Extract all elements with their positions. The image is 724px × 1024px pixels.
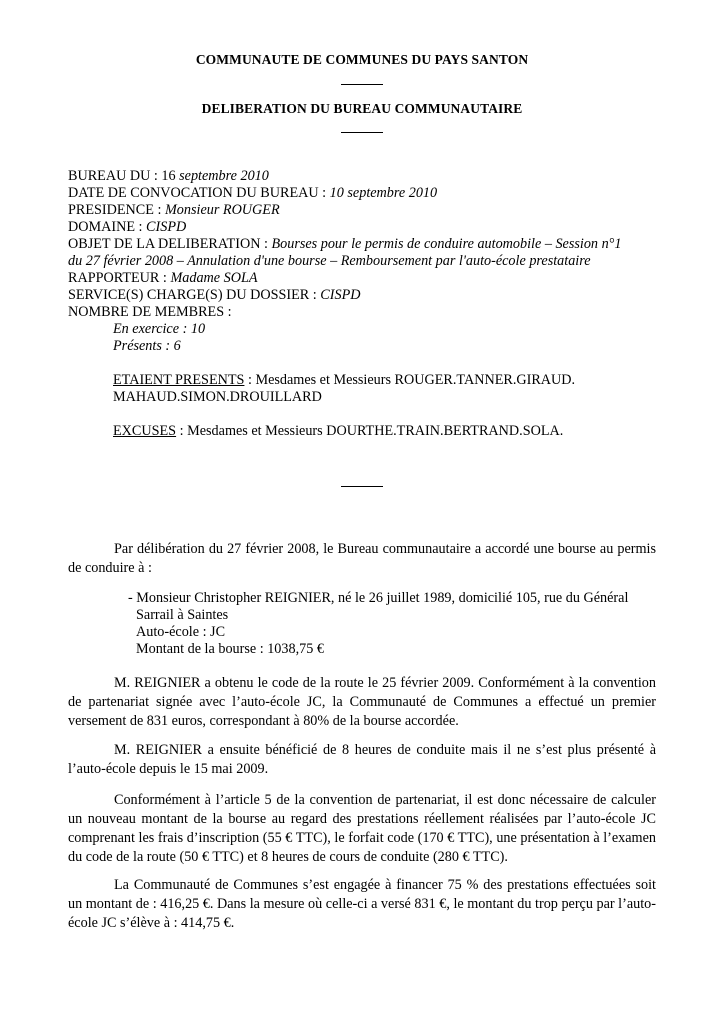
paragraph-5-text: La Communauté de Communes s’est engagée à financer 75 % des prestations effectuées soit un montant de : 416,25 €. Dans la mesure où celle-ci a versé 831 €, le montant du trop perçu par l’auto-école JC s’élève à : 414,75 €. [68, 877, 656, 931]
paragraph-1-text: Par délibération du 27 février 2008, le Bureau communautaire a accordé une bourse au permis de conduire à : [68, 541, 656, 576]
excuses-label: EXCUSES [113, 423, 177, 439]
excuses-line [113, 423, 563, 440]
beneficiary-line-2: Sarrail à Saintes [136, 607, 229, 623]
convocation-line [68, 185, 437, 202]
rapporteur-label: RAPPORTEUR : [68, 270, 171, 286]
paragraph-3 [68, 741, 656, 779]
paragraph-5 [68, 876, 656, 933]
beneficiary-line-1: - Monsieur Christopher REIGNIER, né le 26 juillet 1989, domicilié 105, rue du Général [128, 590, 629, 606]
presidence-line [68, 202, 280, 219]
presents-names-1: : Mesdames et Messieurs ROUGER.TANNER.GIRAUD. [244, 372, 576, 388]
presidence-value: Monsieur ROUGER [164, 202, 280, 218]
service-value: CISPD [320, 287, 361, 303]
section-rule [341, 486, 383, 487]
paragraph-2-text: M. REIGNIER a obtenu le code de la route le 25 février 2009. Conformément à la convention de partenariat signée avec l’auto-école JC, la Communauté de Communes a effectué un premier versement de 831 euros, correspondant à 80% de la bourse accordée. [68, 675, 656, 729]
domaine-label: DOMAINE : [68, 219, 147, 235]
objet-label: OBJET DE LA DELIBERATION : [68, 236, 272, 252]
presents-line-1 [113, 372, 575, 389]
bureau-date-line [68, 168, 269, 185]
org-heading: COMMUNAUTE DE COMMUNES DU PAYS SANTON [195, 52, 529, 67]
excuses-names: : Mesdames et Messieurs DOURTHE.TRAIN.BERTRAND.SOLA. [176, 423, 564, 439]
presents-count: Présents : 6 [113, 338, 181, 354]
paragraph-4 [68, 791, 656, 867]
paragraph-1 [68, 540, 656, 578]
paragraph-4-text: Conformément à l’article 5 de la convention de partenariat, il est donc nécessaire de calculer un nouveau montant de la bourse au regard des prestations réellement réalisées par l’auto-école JC comprenant les frais d’inscription (55 € TTC), le forfait code (170 € TTC), une présentation à l’examen du code de la route (50 € TTC) et 8 heures de cours de conduite (280 € TTC). [68, 792, 656, 865]
domaine-line [68, 219, 186, 236]
beneficiary-line-3: Auto-école : JC [136, 624, 226, 640]
objet-line-1 [68, 236, 621, 253]
service-label: SERVICE(S) CHARGE(S) DU DOSSIER : [68, 287, 321, 303]
bureau-date-value: septembre 2010 [179, 168, 269, 184]
convocation-value: 10 septembre 2010 [329, 185, 438, 201]
bureau-date-label: BUREAU DU : 16 [68, 168, 180, 184]
paragraph-2 [68, 674, 656, 731]
presents-names-2: MAHAUD.SIMON.DROUILLARD [113, 389, 322, 405]
presents-label: ETAIENT PRESENTS [113, 372, 245, 388]
heading-rule-2 [341, 132, 383, 133]
service-line [68, 287, 361, 304]
beneficiary-line-4: Montant de la bourse : 1038,75 € [136, 641, 324, 657]
objet-value-2: du 27 février 2008 – Annulation d'une bourse – Remboursement par l'auto-école prestataire [68, 253, 591, 269]
deliberation-title: DELIBERATION DU BUREAU COMMUNAUTAIRE [201, 101, 523, 116]
domaine-value: CISPD [146, 219, 187, 235]
en-exercice: En exercice : 10 [113, 321, 206, 337]
rapporteur-value: Madame SOLA [170, 270, 258, 286]
paragraph-3-text: M. REIGNIER a ensuite bénéficié de 8 heures de conduite mais il ne s’est plus présenté à l’auto-école depuis le 15 mai 2009. [68, 742, 656, 777]
convocation-label: DATE DE CONVOCATION DU BUREAU : [68, 185, 330, 201]
heading-rule-1 [341, 84, 383, 85]
membres-label: NOMBRE DE MEMBRES : [68, 304, 232, 320]
rapporteur-line [68, 270, 258, 287]
presidence-label: PRESIDENCE : [68, 202, 165, 218]
objet-value-1: Bourses pour le permis de conduire automobile – Session n°1 [271, 236, 622, 252]
